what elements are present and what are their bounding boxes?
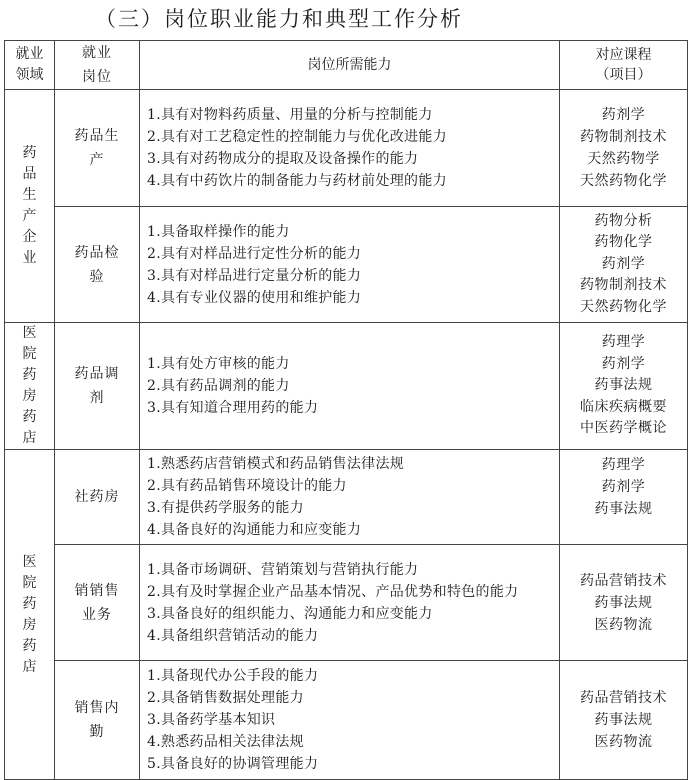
- course-item: 天然药物化学: [580, 173, 667, 189]
- course-item: 天然药物学: [587, 151, 660, 167]
- ability-item: 5.具备良好的协调管理能力: [147, 756, 319, 772]
- ability-item: 1.具备取样操作的能力: [147, 223, 290, 240]
- course-item: 中医药学概论: [580, 420, 667, 437]
- course-item: 药物分析: [594, 212, 653, 229]
- course-item: 药事法规: [594, 594, 653, 611]
- table-row: [5, 661, 688, 780]
- table-header-row: [5, 41, 688, 90]
- ability-cell: [140, 545, 560, 661]
- page-title: （三）岗位职业能力和典型工作分析: [95, 7, 463, 31]
- course-item: 药剂学: [601, 255, 646, 272]
- post-cell: 药品调剂: [55, 323, 140, 450]
- course-cell: [560, 545, 688, 661]
- post-cell: 药品生产: [55, 90, 140, 207]
- ability-item: 2.具有及时掌握企业产品基本情况、产品优势和特色的能力: [147, 583, 519, 600]
- header-ability: 岗位所需能力: [140, 41, 560, 90]
- table-row: [5, 323, 688, 450]
- post-cell: 药品检验: [55, 207, 140, 323]
- course-item: 药剂学: [601, 355, 646, 372]
- ability-item: 2.具备销售数据处理能力: [147, 690, 304, 706]
- domain-cell: 药品生产企业: [5, 90, 55, 323]
- ability-cell: [140, 323, 560, 450]
- course-cell: [560, 323, 688, 450]
- course-item: 药物化学: [594, 234, 653, 251]
- header-course: 对应课程（项目）: [560, 41, 688, 90]
- course-item: 药物制剂技术: [580, 129, 667, 145]
- ability-item: 2.具有药品调剂的能力: [147, 378, 290, 394]
- domain-cell: 医院药房药店: [5, 323, 55, 450]
- table-row: [5, 450, 688, 545]
- course-cell: [560, 661, 688, 780]
- ability-item: 3.具有对样品进行定量分析的能力: [147, 267, 362, 284]
- course-item: 药理学: [601, 334, 646, 351]
- competency-table: [4, 40, 688, 780]
- ability-cell: [140, 661, 560, 780]
- course-item: 药物制剂技术: [580, 277, 667, 294]
- course-item: 药事法规: [594, 377, 653, 394]
- domain-cell: 医院药房药店: [5, 450, 55, 780]
- ability-item: 4.具有专业仪器的使用和维护能力: [147, 289, 362, 306]
- ability-item: 3.具备药学基本知识: [147, 712, 276, 728]
- ability-item: 4.具有中药饮片的制备能力与药材前处理的能力: [147, 173, 447, 189]
- post-cell: 社药房: [55, 450, 140, 545]
- header-domain: 就业领域: [5, 41, 55, 90]
- post-cell: 销销售业务: [55, 545, 140, 661]
- course-item: 药事法规: [594, 501, 653, 517]
- ability-item: 1.具有对物料药质量、用量的分析与控制能力: [147, 107, 433, 123]
- ability-item: 1.具有处方审核的能力: [147, 356, 290, 372]
- ability-item: 4.具备良好的沟通能力和应变能力: [147, 522, 362, 538]
- course-cell: [560, 450, 688, 545]
- course-item: 医药物流: [594, 734, 653, 750]
- ability-item: 1.具备市场调研、营销策划与营销执行能力: [147, 561, 419, 578]
- course-cell: [560, 90, 688, 207]
- ability-item: 1.具备现代办公手段的能力: [147, 668, 319, 684]
- ability-item: 3.具备良好的组织能力、沟通能力和应变能力: [147, 605, 433, 622]
- course-item: 医药物流: [594, 616, 653, 633]
- table-row: [5, 545, 688, 661]
- ability-cell: [140, 207, 560, 323]
- post-cell: 销售内勤: [55, 661, 140, 780]
- ability-item: 4.具备组织营销活动的能力: [147, 627, 319, 644]
- ability-cell: [140, 90, 560, 207]
- course-item: 药事法规: [594, 712, 653, 728]
- ability-item: 1.熟悉药店营销模式和药品销售法律法规: [147, 456, 405, 472]
- course-item: 临床疾病概要: [580, 398, 667, 415]
- course-item: 天然药物化学: [580, 298, 667, 315]
- course-item: 药品营销技术: [580, 572, 667, 589]
- header-post: 就业岗位: [55, 41, 140, 90]
- ability-item: 4.熟悉药品相关法律法规: [147, 734, 304, 750]
- course-item: 药剂学: [601, 107, 646, 123]
- course-item: 药剂学: [601, 479, 646, 495]
- table-row: [5, 90, 688, 207]
- course-cell: [560, 207, 688, 323]
- table-row: [5, 207, 688, 323]
- ability-item: 2.具有药品销售环境设计的能力: [147, 478, 347, 494]
- ability-item: 2.具有对样品进行定性分析的能力: [147, 245, 362, 262]
- course-item: 药品营销技术: [580, 690, 667, 706]
- ability-item: 3.有提供药学服务的能力: [147, 500, 304, 516]
- ability-item: 2.具有对工艺稳定性的控制能力与优化改进能力: [147, 129, 447, 145]
- ability-item: 3.具有知道合理用药的能力: [147, 400, 319, 416]
- course-item: 药理学: [601, 457, 646, 473]
- ability-cell: [140, 450, 560, 545]
- ability-item: 3.具有对药物成分的提取及设备操作的能力: [147, 151, 419, 167]
